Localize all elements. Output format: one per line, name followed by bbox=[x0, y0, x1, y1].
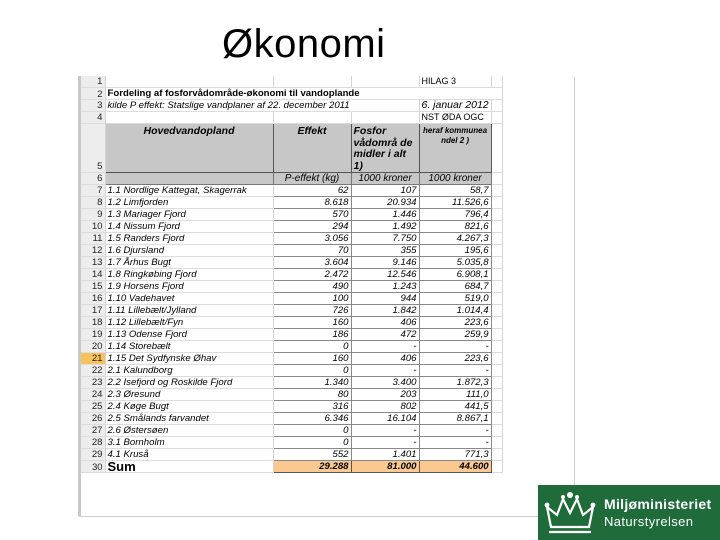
fosfor-cell: - bbox=[351, 425, 419, 437]
spreadsheet-table bbox=[81, 76, 503, 473]
row-number: 12 bbox=[81, 245, 105, 257]
col-header-effekt: Effekt bbox=[273, 124, 351, 173]
row-number: 17 bbox=[81, 305, 105, 317]
area-name-cell: 2.3 Øresund bbox=[105, 389, 273, 401]
table-row bbox=[81, 389, 502, 401]
units-row bbox=[81, 173, 502, 185]
table-row bbox=[81, 425, 502, 437]
table-row bbox=[81, 245, 502, 257]
area-name-cell: 3.1 Bornholm bbox=[105, 437, 273, 449]
fosfor-cell: 107 bbox=[351, 185, 419, 197]
heraf-cell: 8.867,1 bbox=[419, 413, 491, 425]
fosfor-cell: 472 bbox=[351, 329, 419, 341]
area-name-cell: 1.3 Mariager Fjord bbox=[105, 209, 273, 221]
row-number: 16 bbox=[81, 293, 105, 305]
row-number: 19 bbox=[81, 329, 105, 341]
row-number: 20 bbox=[81, 341, 105, 353]
area-name-cell: 2.1 Kalundborg bbox=[105, 365, 273, 377]
row-number: 10 bbox=[81, 221, 105, 233]
table-row bbox=[81, 185, 502, 197]
area-name-cell: 1.9 Horsens Fjord bbox=[105, 281, 273, 293]
area-name-cell: 1.1 Nordlige Kattegat, Skagerrak bbox=[105, 185, 273, 197]
fosfor-cell: 7.750 bbox=[351, 233, 419, 245]
row-number: 1 bbox=[81, 76, 105, 88]
logo-line-2: Naturstyrelsen bbox=[604, 514, 694, 529]
effekt-cell: 726 bbox=[273, 305, 351, 317]
row-number: 23 bbox=[81, 377, 105, 389]
fosfor-cell: - bbox=[351, 341, 419, 353]
sum-row bbox=[81, 461, 502, 473]
area-name-cell: 1.8 Ringkøbing Fjord bbox=[105, 269, 273, 281]
area-name-cell: 1.11 Lillebælt/Jylland bbox=[105, 305, 273, 317]
effekt-cell: 160 bbox=[273, 353, 351, 365]
effekt-cell: 3.056 bbox=[273, 233, 351, 245]
row-number: 4 bbox=[81, 112, 105, 124]
sheet-row-3 bbox=[81, 100, 502, 112]
heraf-cell: 223,6 bbox=[419, 353, 491, 365]
table-row bbox=[81, 281, 502, 293]
effekt-cell: 0 bbox=[273, 437, 351, 449]
fosfor-cell: 1.243 bbox=[351, 281, 419, 293]
table-row bbox=[81, 377, 502, 389]
row-number: 28 bbox=[81, 437, 105, 449]
fosfor-cell: 16.104 bbox=[351, 413, 419, 425]
crown-icon bbox=[541, 489, 599, 537]
row-number: 15 bbox=[81, 281, 105, 293]
effekt-cell: 100 bbox=[273, 293, 351, 305]
row-number: 6 bbox=[81, 173, 105, 185]
effekt-cell: 80 bbox=[273, 389, 351, 401]
heraf-cell: 441,5 bbox=[419, 401, 491, 413]
date-label: 6. januar 2012 bbox=[419, 100, 491, 112]
sheet-heading: Fordeling af fosforvådområde-økonomi til vandoplande bbox=[105, 88, 491, 100]
row-number: 2 bbox=[81, 88, 105, 100]
effekt-cell: 0 bbox=[273, 425, 351, 437]
effekt-cell: 6.346 bbox=[273, 413, 351, 425]
effekt-cell: 62 bbox=[273, 185, 351, 197]
fosfor-cell: 406 bbox=[351, 353, 419, 365]
effekt-cell: 1.340 bbox=[273, 377, 351, 389]
heraf-cell: 771,3 bbox=[419, 449, 491, 461]
area-name-cell: 1.2 Limfjorden bbox=[105, 197, 273, 209]
col-header-fosfor: Fosfor vådområ de midler i alt 1) bbox=[351, 124, 419, 173]
heraf-cell: 684,7 bbox=[419, 281, 491, 293]
table-row bbox=[81, 329, 502, 341]
fosfor-cell: 406 bbox=[351, 317, 419, 329]
heraf-cell: 259,9 bbox=[419, 329, 491, 341]
slide-title: Økonomi bbox=[222, 22, 386, 66]
row-number: 27 bbox=[81, 425, 105, 437]
area-name-cell: 1.10 Vadehavet bbox=[105, 293, 273, 305]
table-row bbox=[81, 317, 502, 329]
heraf-cell: 6.908,1 bbox=[419, 269, 491, 281]
area-name-cell: 2.2 Isefjord og Roskilde Fjord bbox=[105, 377, 273, 389]
fosfor-cell: 1.446 bbox=[351, 209, 419, 221]
unit-heraf: 1000 kroner bbox=[419, 173, 491, 185]
area-name-cell: 1.15 Det Sydfynske Øhav bbox=[105, 353, 273, 365]
fosfor-cell: 802 bbox=[351, 401, 419, 413]
row-number: 7 bbox=[81, 185, 105, 197]
table-row bbox=[81, 305, 502, 317]
fosfor-cell: 9.146 bbox=[351, 257, 419, 269]
effekt-cell: 2.472 bbox=[273, 269, 351, 281]
table-row bbox=[81, 413, 502, 425]
effekt-cell: 70 bbox=[273, 245, 351, 257]
heraf-cell: 11.526,6 bbox=[419, 197, 491, 209]
unit-effekt: P-effekt (kg) bbox=[273, 173, 351, 185]
effekt-cell: 3.604 bbox=[273, 257, 351, 269]
org-label: NST ØDA OGC bbox=[419, 112, 491, 124]
table-row bbox=[81, 293, 502, 305]
row-number: 29 bbox=[81, 449, 105, 461]
sheet-row-2 bbox=[81, 88, 502, 100]
col-header-heraf: heraf kommuneа ndel 2 ) bbox=[419, 124, 491, 173]
heraf-cell: 1.014,4 bbox=[419, 305, 491, 317]
effekt-cell: 0 bbox=[273, 365, 351, 377]
fosfor-cell: 1.401 bbox=[351, 449, 419, 461]
row-number: 22 bbox=[81, 365, 105, 377]
row-number: 14 bbox=[81, 269, 105, 281]
sheet-row-4 bbox=[81, 112, 502, 124]
row-number: 8 bbox=[81, 197, 105, 209]
logo-line-1: Miljøministeriet bbox=[604, 496, 712, 512]
table-row bbox=[81, 257, 502, 269]
fosfor-cell: 203 bbox=[351, 389, 419, 401]
unit-fosfor: 1000 kroner bbox=[351, 173, 419, 185]
fosfor-cell: 3.400 bbox=[351, 377, 419, 389]
row-number: 18 bbox=[81, 317, 105, 329]
row-number: 11 bbox=[81, 233, 105, 245]
area-name-cell: 1.4 Nissum Fjord bbox=[105, 221, 273, 233]
area-name-cell: 1.14 Storebælt bbox=[105, 341, 273, 353]
source-note: kilde P effekt: Statslige vandplaner af 22. december 2011 bbox=[105, 100, 419, 112]
table-row bbox=[81, 269, 502, 281]
bilag-label: HILAG 3 bbox=[419, 76, 491, 88]
ministry-logo bbox=[538, 485, 720, 540]
heraf-cell: - bbox=[419, 437, 491, 449]
row-number: 25 bbox=[81, 401, 105, 413]
row-number: 24 bbox=[81, 389, 105, 401]
row-number: 5 bbox=[81, 124, 105, 173]
heraf-cell: 111,0 bbox=[419, 389, 491, 401]
area-name-cell: 1.6 Djursland bbox=[105, 245, 273, 257]
row-number: 13 bbox=[81, 257, 105, 269]
row-number: 26 bbox=[81, 413, 105, 425]
table-row bbox=[81, 437, 502, 449]
fosfor-cell: 12.546 bbox=[351, 269, 419, 281]
table-row bbox=[81, 341, 502, 353]
area-name-cell: 1.5 Randers Fjord bbox=[105, 233, 273, 245]
heraf-cell: - bbox=[419, 425, 491, 437]
fosfor-cell: 1.842 bbox=[351, 305, 419, 317]
effekt-cell: 294 bbox=[273, 221, 351, 233]
fosfor-cell: 20.934 bbox=[351, 197, 419, 209]
sum-effekt: 29.288 bbox=[273, 461, 351, 473]
heraf-cell: 58,7 bbox=[419, 185, 491, 197]
fosfor-cell: 1.492 bbox=[351, 221, 419, 233]
row-number: 3 bbox=[81, 100, 105, 112]
table-row bbox=[81, 233, 502, 245]
effekt-cell: 0 bbox=[273, 341, 351, 353]
table-row bbox=[81, 197, 502, 209]
heraf-cell: 5.035,8 bbox=[419, 257, 491, 269]
sheet-row-1 bbox=[81, 76, 502, 88]
effekt-cell: 186 bbox=[273, 329, 351, 341]
effekt-cell: 552 bbox=[273, 449, 351, 461]
area-name-cell: 1.7 Århus Bugt bbox=[105, 257, 273, 269]
area-name-cell: 1.13 Odense Fjord bbox=[105, 329, 273, 341]
area-name-cell: 2.4 Køge Bugt bbox=[105, 401, 273, 413]
header-row bbox=[81, 124, 502, 173]
heraf-cell: 1.872,3 bbox=[419, 377, 491, 389]
sum-fosfor: 81.000 bbox=[351, 461, 419, 473]
table-row bbox=[81, 221, 502, 233]
area-name-cell: 4.1 Kruså bbox=[105, 449, 273, 461]
sum-heraf: 44.600 bbox=[419, 461, 491, 473]
effekt-cell: 490 bbox=[273, 281, 351, 293]
fosfor-cell: 944 bbox=[351, 293, 419, 305]
area-name-cell: 2.5 Smålands farvandet bbox=[105, 413, 273, 425]
fosfor-cell: - bbox=[351, 437, 419, 449]
heraf-cell: - bbox=[419, 365, 491, 377]
heraf-cell: 821,6 bbox=[419, 221, 491, 233]
row-number: 9 bbox=[81, 209, 105, 221]
heraf-cell: 223,6 bbox=[419, 317, 491, 329]
area-name-cell: 1.12 Lillebælt/Fyn bbox=[105, 317, 273, 329]
heraf-cell: 4.267,3 bbox=[419, 233, 491, 245]
row-number: 30 bbox=[81, 461, 105, 473]
heraf-cell: - bbox=[419, 341, 491, 353]
table-row bbox=[81, 209, 502, 221]
effekt-cell: 316 bbox=[273, 401, 351, 413]
fosfor-cell: - bbox=[351, 365, 419, 377]
heraf-cell: 195,6 bbox=[419, 245, 491, 257]
heraf-cell: 519,0 bbox=[419, 293, 491, 305]
col-header-hovedvandopland: Hovedvandopland bbox=[105, 124, 273, 173]
area-name-cell: 2.6 Østersøen bbox=[105, 425, 273, 437]
heraf-cell: 796,4 bbox=[419, 209, 491, 221]
table-row bbox=[81, 353, 502, 365]
table-row bbox=[81, 401, 502, 413]
sum-label: Sum bbox=[105, 461, 273, 473]
effekt-cell: 160 bbox=[273, 317, 351, 329]
fosfor-cell: 355 bbox=[351, 245, 419, 257]
effekt-cell: 8.618 bbox=[273, 197, 351, 209]
row-number: 21 bbox=[81, 353, 105, 365]
effekt-cell: 570 bbox=[273, 209, 351, 221]
table-row bbox=[81, 365, 502, 377]
table-row bbox=[81, 449, 502, 461]
